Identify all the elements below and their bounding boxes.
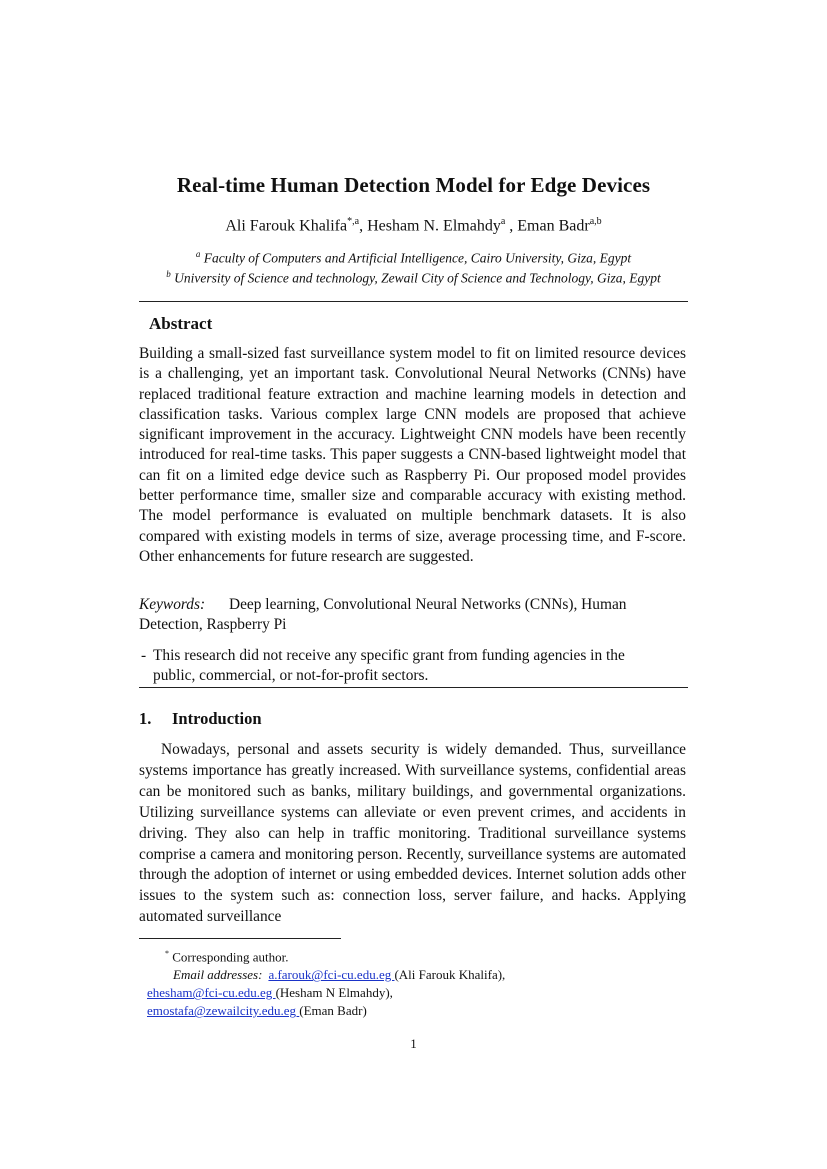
- email-owner: (Eman Badr): [299, 1003, 367, 1019]
- footnote-marker: *: [165, 949, 169, 958]
- affiliation-marker: a: [195, 249, 201, 259]
- section-heading-introduction: [139, 709, 262, 729]
- section-number: 1.: [139, 709, 152, 728]
- funding-note: [141, 646, 686, 687]
- email-owner: (Ali Farouk Khalifa),: [394, 967, 506, 983]
- affiliation: [0, 269, 827, 287]
- author-name: Eman Badr: [517, 217, 590, 235]
- paper-title: Real-time Human Detection Model for Edge Devices: [176, 173, 651, 197]
- page-number: 1: [410, 1036, 417, 1051]
- keywords-text: Deep learning, Convolutional Neural Networks (CNNs), Human Detection, Raspberry Pi: [139, 596, 627, 634]
- funding-note-line: This research did not receive any specific grant from funding agencies in the: [153, 647, 625, 664]
- author-affiliation-marker: a: [500, 216, 506, 227]
- abstract-top-rule: [139, 301, 688, 302]
- email-label: Email addresses:: [173, 967, 263, 983]
- footnote-rule: [139, 938, 341, 939]
- affiliation-text: Faculty of Computers and Artificial Intelligence, Cairo University, Giza, Egypt: [203, 250, 632, 266]
- affiliation-marker: b: [166, 269, 171, 279]
- author-name: Hesham N. Elmahdy: [367, 217, 501, 235]
- abstract-heading: Abstract: [149, 314, 213, 333]
- email-link[interactable]: ehesham@fci-cu.edu.eg: [147, 985, 276, 1001]
- author-list: Ali Farouk Khalifa$^{*,a}$, Hesham N. Elmahdy$^a$ , Eman Badr$^{a,b}$: [225, 216, 602, 235]
- email-link[interactable]: emostafa@zewailcity.edu.eg: [147, 1003, 300, 1019]
- author-affiliation-marker: *,a: [347, 216, 360, 227]
- keywords: [139, 595, 686, 636]
- footnotes: [147, 945, 567, 1020]
- list-dash: -: [141, 647, 147, 664]
- email-owner: (Hesham N Elmahdy),: [275, 985, 393, 1001]
- email-link[interactable]: a.farouk@fci-cu.edu.eg: [268, 967, 395, 983]
- abstract-text: Building a small-sized fast surveillance system model to fit on limited resource devices is a challenging, yet an important task. Convolutional Neural Networks (CNNs) have replaced traditional feature extraction and machine learning models in detection and classification tasks. Various complex large CNN models are proposed that achieve significant improvement in the accuracy. Lightweight CNN models have been recently introduced for real-time tasks. This paper suggests a CNN-based lightweight model that can fit on a limited edge device such as Raspberry Pi. Our proposed model provides better performance time, smaller size and comparable accuracy with existing method. The model performance is evaluated on multiple benchmark datasets. It is also compared with existing models in terms of size, average processing time, and F-score. Other enhancements for future research are suggested.: [139, 345, 686, 565]
- introduction-paragraph: Nowadays, personal and assets security is widely demanded. Thus, surveillance systems importance has greatly increased. With surveillance systems, confidential areas can be monitored such as banks, military buildings, and governmental organizations. Utilizing surveillance systems can alleviate or even prevent crimes, and accidents in driving. They also can help in traffic monitoring. Traditional surveillance systems comprise a camera and monitoring person. Recently, surveillance systems are automated through the adoption of internet or using embedded devices. Internet solution adds other issues to the system such as: connection loss, server failure, and hacks. Applying automated surveillance: [139, 741, 686, 926]
- section-title: Introduction: [172, 709, 262, 728]
- affiliation-text: University of Science and technology, Zewail City of Science and Technology, Giza, Egypt: [174, 270, 661, 286]
- author-name: Ali Farouk Khalifa: [225, 217, 348, 235]
- affiliation: [0, 249, 827, 267]
- abstract-bottom-rule: [139, 687, 688, 688]
- corresponding-author-note: Corresponding author.: [172, 949, 289, 965]
- funding-note-line: public, commercial, or not-for-profit sectors.: [153, 667, 429, 685]
- author-affiliation-marker: a,b: [589, 216, 602, 227]
- keywords-label: Keywords:: [139, 596, 206, 613]
